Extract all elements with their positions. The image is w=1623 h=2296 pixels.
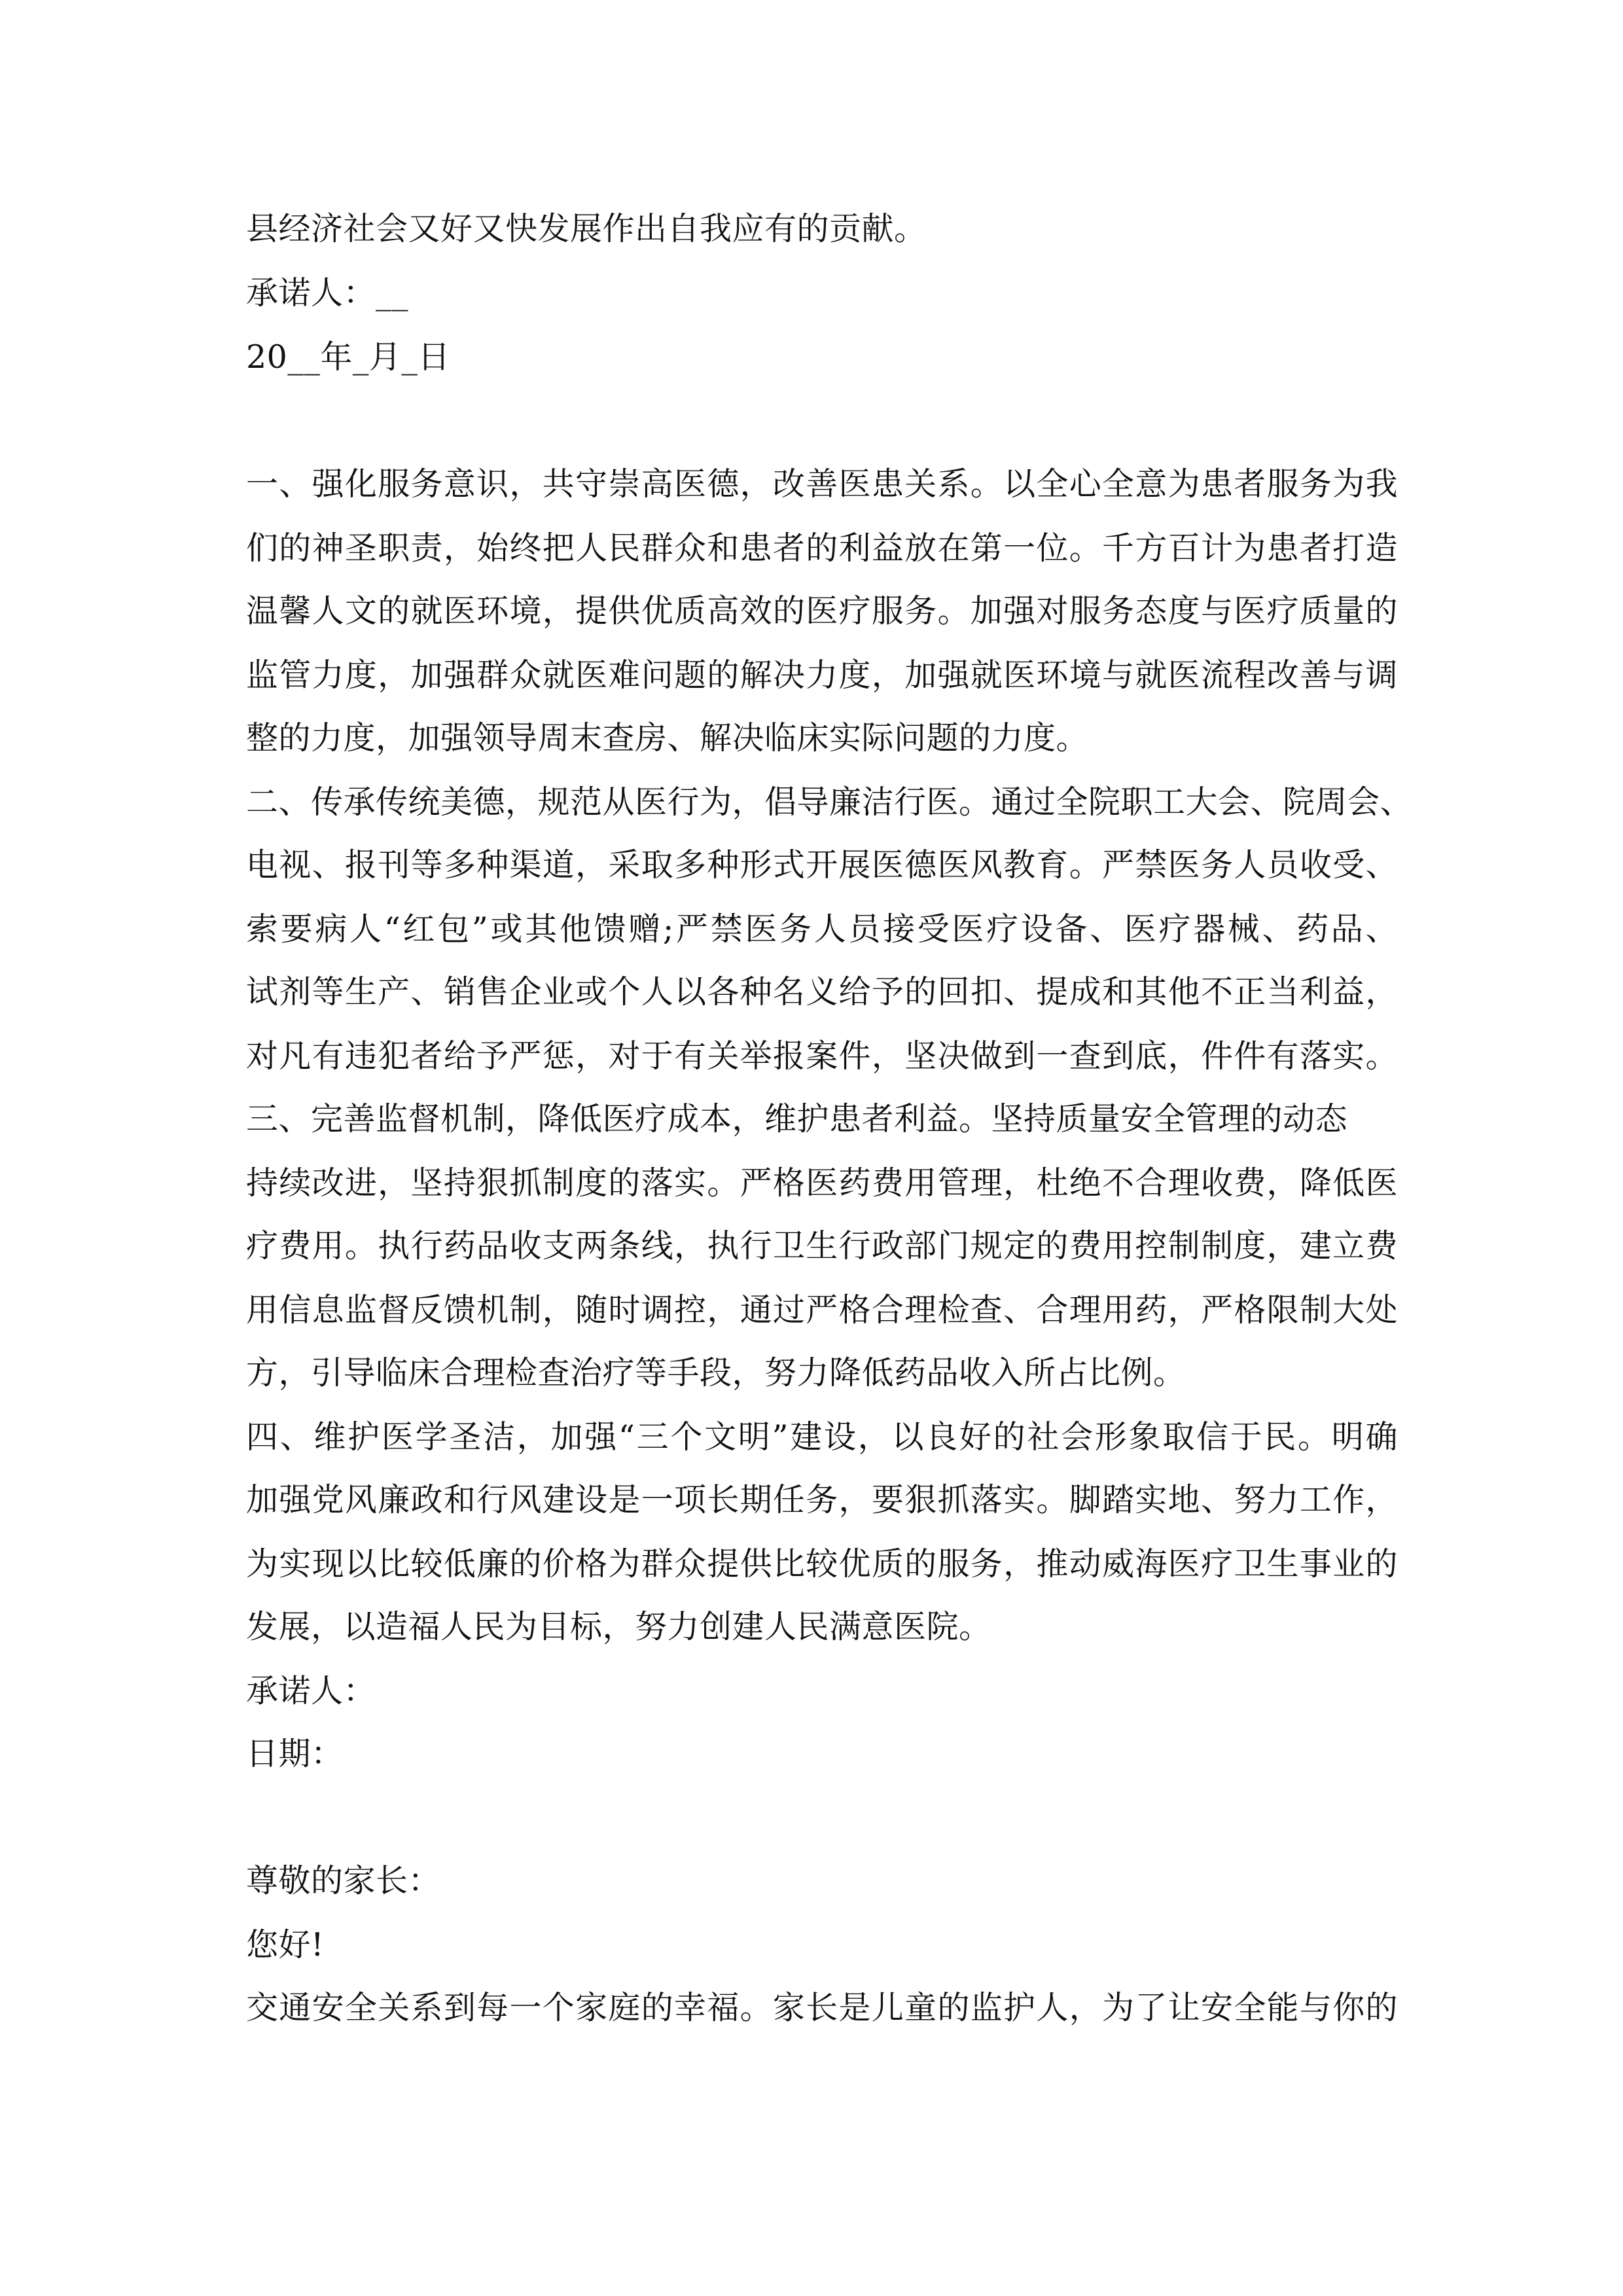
text-line: 发展，以造福人民为目标，努力创建人民满意医院。 bbox=[246, 1608, 991, 1645]
text-line: 三、完善监督机制，降低医疗成本，维护患者利益。坚持质量安全管理的动态 bbox=[246, 1100, 1348, 1138]
date-line: 20__年_月_日 bbox=[246, 338, 450, 376]
text-line: 整的力度，加强领导周末查房、解决临床实际问题的力度。 bbox=[246, 719, 1089, 757]
text-line: 一、强化服务意识，共守崇高医德，改善医患关系。以全心全意为患者服务为我 bbox=[246, 465, 1398, 503]
text-line: 们的神圣职责，始终把人民群众和患者的利益放在第一位。千方百计为患者打造 bbox=[246, 529, 1398, 567]
greeting: 您好! bbox=[246, 1926, 325, 1964]
text-line: 索要病人“红包”或其他馈赠;严禁医务人员接受医疗设备、医疗器械、药品、 bbox=[246, 910, 1398, 948]
text-line: 持续改进，坚持狠抓制度的落实。严格医药费用管理，杜绝不合理收费，降低医 bbox=[246, 1164, 1398, 1202]
date-line: 日期： bbox=[246, 1735, 344, 1772]
text-line: 对凡有违犯者给予严惩，对于有关举报案件，坚决做到一查到底，件件有落实。 bbox=[246, 1037, 1398, 1075]
text-line: 加强党风廉政和行风建设是一项长期任务，要狠抓落实。脚踏实地、努力工作， bbox=[246, 1481, 1398, 1518]
salutation: 尊敬的家长： bbox=[246, 1862, 441, 1899]
text-line: 电视、报刊等多种渠道，采取多种形式开展医德医风教育。严禁医务人员收受、 bbox=[246, 846, 1398, 884]
text-line: 交通安全关系到每一个家庭的幸福。家长是儿童的监护人，为了让安全能与你的 bbox=[246, 1989, 1398, 2026]
signature-line: 承诺人：__ bbox=[246, 274, 409, 312]
text-line: 县经济社会又好又快发展作出自我应有的贡献。 bbox=[246, 210, 927, 247]
text-line: 二、传承传统美德，规范从医行为，倡导廉洁行医。通过全院职工大会、院周会、 bbox=[246, 783, 1413, 821]
text-line: 疗费用。执行药品收支两条线，执行卫生行政部门规定的费用控制制度，建立费 bbox=[246, 1227, 1398, 1265]
signature-line: 承诺人： bbox=[246, 1672, 376, 1710]
text-line: 四、维护医学圣洁，加强“三个文明”建设，以良好的社会形象取信于民。明确 bbox=[246, 1418, 1398, 1456]
text-line: 方，引导临床合理检查治疗等手段，努力降低药品收入所占比例。 bbox=[246, 1354, 1186, 1391]
text-line: 为实现以比较低廉的价格为群众提供比较优质的服务，推动威海医疗卫生事业的 bbox=[246, 1545, 1398, 1583]
text-line: 温馨人文的就医环境，提供优质高效的医疗服务。加强对服务态度与医疗质量的 bbox=[246, 592, 1398, 630]
text-line: 监管力度，加强群众就医难问题的解决力度，加强就医环境与就医流程改善与调 bbox=[246, 656, 1398, 694]
text-line: 试剂等生产、销售企业或个人以各种名义给予的回扣、提成和其他不正当利益， bbox=[246, 973, 1398, 1011]
text-line: 用信息监督反馈机制，随时调控，通过严格合理检查、合理用药，严格限制大处 bbox=[246, 1291, 1398, 1329]
